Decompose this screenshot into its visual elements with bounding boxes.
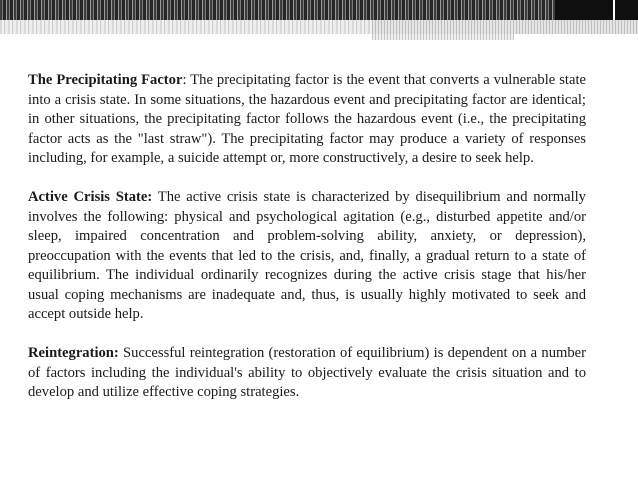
- heading-reintegration: Reintegration:: [28, 345, 119, 361]
- header-dark-block: [555, 0, 638, 20]
- slide-body: [28, 71, 586, 422]
- paragraph-active-crisis-state: [28, 188, 586, 325]
- header-gray-underbar: [372, 34, 514, 40]
- paragraph-reintegration: [28, 344, 586, 403]
- heading-colon: :: [182, 72, 187, 88]
- heading-active-crisis-state: Active Crisis State:: [28, 189, 153, 205]
- text-reintegration: Successful reintegration (restoration of equilibrium) is dependent on a number of factors including the individual's ability to objectively evaluate the crisis situation and to develop and utilize effective coping strategies.: [28, 345, 586, 400]
- paragraph-precipitating-factor: [28, 71, 586, 169]
- text-precipitating-factor: The precipitating factor is the event that converts a vulnerable state into a crisis state. In some situations, the hazardous event and precipitating factor are identical; in other situations, the precipitating factor follows the hazardous event (i.e., the precipitating factor acts as the "last straw"). The precipitating factor may produce a variety of responses including, for example, a suicide attempt or, more constructively, a desire to seek help.: [28, 72, 586, 166]
- header-gray-block: [372, 20, 638, 34]
- heading-precipitating-factor: The Precipitating Factor: [28, 72, 183, 88]
- header-dark-stripe: [0, 0, 638, 20]
- decorative-header-band: [0, 0, 638, 42]
- text-active-crisis-state: The active crisis state is characterized by disequilibrium and normally involves the following: physical and psychological agitation (e.g., disturbed appetite and/or sleep, impaired concentration and problem-solving ability, anxiety, or depression), preoccupation with the events that led to the crisis, and, finally, a gradual return to a state of equilibrium. The individual ordinarily recognizes during the active crisis stage that his/her usual coping mechanisms are inadequate and, thus, is usually highly motivated to seek and accept outside help.: [28, 189, 586, 322]
